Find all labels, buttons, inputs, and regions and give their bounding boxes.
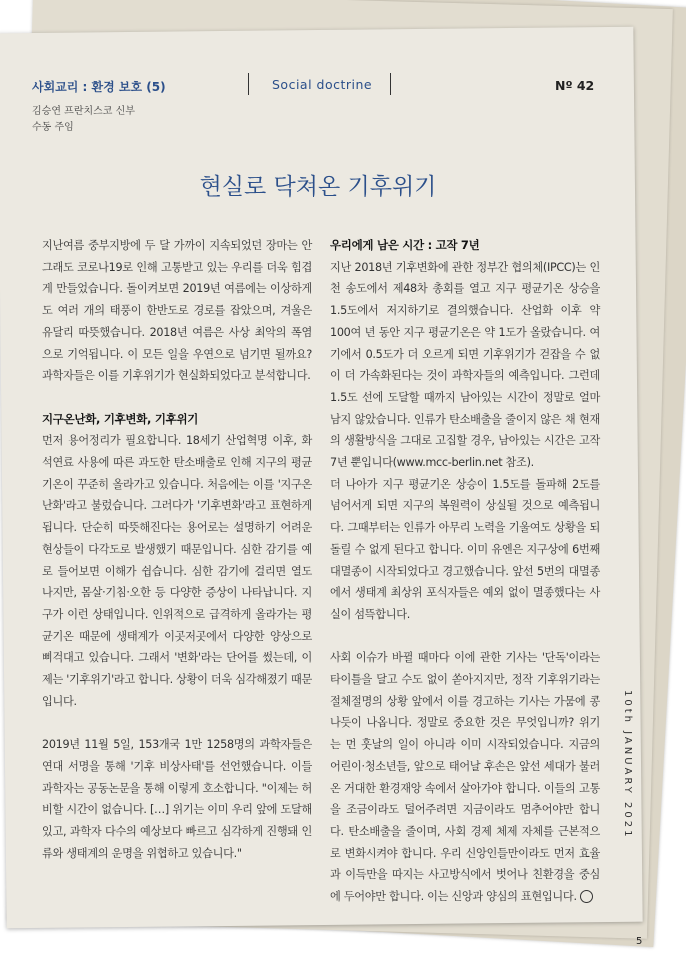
author-info (32, 104, 135, 136)
subheading: 우리에게 남은 시간 : 고작 7년 (330, 238, 480, 252)
paragraph: 2019년 11월 5일, 153개국 1만 1258명의 과학자들은 연대 서명을 통해 '기후 비상사태'를 선언했습니다. 이들 과학자는 공동논문을 통해 이렇게 호소합니다. "이제는 허비할 시간이 없습니다. […] 위기는 이미 우리 앞에 도달해 있고, 과학자 다수의 예상보다 빠르고 심각하게 진행돼 인류와 생태계의 운명을 위협하고 있습니다." (42, 738, 312, 860)
subheading: 지구온난화, 기후변화, 기후위기 (42, 411, 199, 426)
paragraph-text: 사회 이슈가 바뀔 때마다 이에 관한 기사는 '단독'이라는 타이틀을 달고 수도 없이 쏟아지지만, 정작 기후위기라는 절체절명의 상황 앞에서 이를 경고하는 기사는 가뭄에 콩 나듯이 나옵니다. 정말로 중요한 것은 무엇입니까? 위기는 먼 훗날의 일이 아니라 이미 시작되었습니다. 지금의 어린이·청소년들, 앞으로 태어날 후손은 앞선 세대가 불러온 거대한 환경재앙 속에서 살아가야 합니다. 이들의 고통을 조금이라도 덜어주려면 지금이라도 멈추어야만 합니다. 탄소배출을 줄이며, 사회 경제 체제 자체를 근본적으로 변화시켜야 합니다. 우리 신앙인들만이라도 먼저 효율과 이득만을 따지는 사고방식에서 벗어나 친환경을 중심에 두어야만 합니다. 이는 신앙과 양심의 표현입니다. (330, 651, 600, 904)
left-column (42, 235, 312, 886)
paragraph: 지난여름 중부지방에 두 달 가까이 지속되었던 장마는 안 그래도 코로나19로 인해 고통받고 있는 우리를 더욱 힘겹게 만들었습니다. 돌이켜보면 2019년 여름에는 이상하게도 여러 개의 태풍이 한반도로 경로를 잡았으며, 겨울은 유달리 따뜻했습니다. 2018년 여름은 사상 최악의 폭염으로 기억됩니다. 이 모든 일을 우연으로 넘기면 될까요? 과학자들은 이를 기후위기가 현실화되었다고 분석합니다. (42, 239, 312, 383)
divider (248, 73, 249, 95)
article-title: 현실로 닥쳐온 기후위기 (199, 174, 437, 200)
issue-number: Nº 42 (555, 78, 595, 93)
paragraph: 먼저 용어정리가 필요합니다. 18세기 산업혁명 이후, 화석연료 사용에 따른 과도한 탄소배출로 인해 지구의 평균기온이 꾸준히 올라가고 있습니다. 처음에는 이를 '지구온난화'라고 불렀습니다. 그러다가 '기후변화'라고 표현하게 됩니다. 단순히 따뜻해진다는 용어로는 설명하기 어려운 현상들이 다각도로 발생했기 때문입니다. 심한 감기를 예로 들어보면 이해가 쉽습니다. 심한 감기에 걸리면 열도 나지만, 몸살·기침·오한 등 다양한 증상이 나타납니다. 지구가 이런 상태입니다. 인위적으로 급격하게 올라가는 평균기온 때문에 생태계가 이곳저곳에서 다양한 양상으로 삐걱대고 있습니다. 그래서 '변화'라는 단어를 썼는데, 이제는 '기후위기'라고 합니다. 상황이 더욱 심각해졌기 때문입니다. (42, 434, 313, 708)
issue-date: 10th JANUARY 2021 (622, 690, 633, 840)
author-role: 수동 주임 (32, 122, 74, 133)
page-number: 5 (636, 936, 643, 947)
section-label: Social doctrine (272, 77, 373, 92)
paragraph: 지난 2018년 기후변화에 관한 정부간 협의체(IPCC)는 인천 송도에서 제48차 총회를 열고 지구 평균기온 상승을 1.5도에서 저지하기로 결의했습니다. 산업화 이후 약 100여 년 동안 지구 평균기온은 약 1도가 올랐습니다. 여기에서 0.5도가 더 오르게 되면 기후위기가 걷잡을 수 없이 더 가속화된다는 것이 과학자들의 예측입니다. 그런데 1.5도 선에 도달할 때까지 남아있는 시간이 정말로 얼마 남지 않았습니다. 인류가 탄소배출을 줄이지 않은 채 현재의 생활방식을 그대로 고집할 경우, 남아있는 시간은 고작 7년 뿐입니다(www.mcc-berlin.net 참조). (330, 260, 600, 470)
author-name: 김승연 프란치스코 신부 (32, 106, 135, 117)
circle-emblem-icon (580, 890, 593, 903)
series-label: 사회교리 : 환경 보호 (5) (32, 80, 166, 94)
right-column (330, 235, 600, 929)
divider (390, 73, 391, 95)
paragraph (330, 647, 600, 907)
paragraph: 더 나아가 지구 평균기온 상승이 1.5도를 돌파해 2도를 넘어서게 되면 지구의 복원력이 상실될 것으로 예측됩니다. 그때부터는 인류가 아무리 노력을 기울여도 상황을 되돌릴 수 없게 된다고 합니다. 이미 유엔은 지구상에 6번째 대멸종이 시작되었다고 경고했습니다. 앞선 5번의 대멸종에서 생태계 최상위 포식자들은 예외 없이 멸종했다는 사실이 섬뜩합니다. (330, 477, 600, 621)
